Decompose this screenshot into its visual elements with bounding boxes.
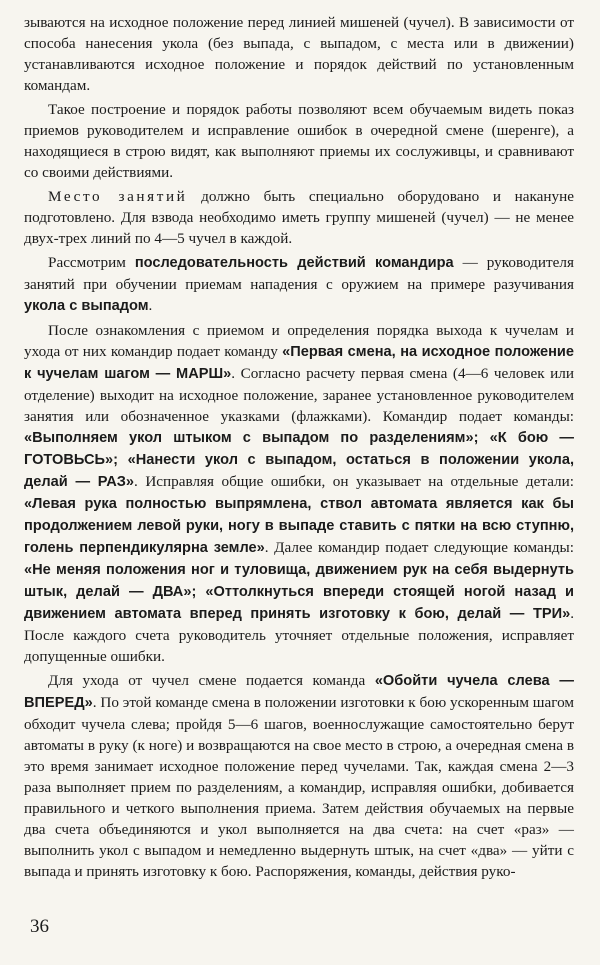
paragraph-5: После ознакомления с приемом и определения порядка выхода к чучелам и ухода от них командир подает команду «Первая смена, на исходное положение к чучелам шагом — МАРШ». Согласно расчету первая смена (4—6 человек или отделение) выходит на исходное положение, заранее установленное руководителем занятия или обозначенное указками (флажками). Командир подает команды: «Выполняем укол штыком с выпадом по разделениям»; «К бою — ГОТОВЬСЬ»; «Нанести укол с выпадом, остаться в положении укола, делай — РАЗ». Исправляя общие ошибки, он указывает на отдельные детали: «Левая рука полностью выпрямлена, ствол автомата является как бы продолжением левой руки, ногу в выпаде ставить с пятки на всю ступню, голень перпендикулярна земле». Далее командир подает следующие команды: «Не меняя положения ног и туловища, движением рук на себя выдернуть штык, делай — ДВА»; «Оттолкнуться впереди стоящей ногой назад и движением автомата вперед принять изготовку к бою, делай — ТРИ». После каждого счета руководитель уточняет отдельные положения, исправляет допущенные ошибки. <box>24 322 574 665</box>
paragraph-4: Рассмотрим последовательность действий командира — руководителя занятий при обучении приемам нападения с оружием на примере разучивания укола с выпадом. <box>24 254 574 314</box>
bold-command: «Выполняем укол штыком с выпадом по разделениям»; «К бою — ГОТОВЬСЬ»; «Нанести укол с выпадом, остаться в положении укола, делай — РАЗ» <box>24 430 574 490</box>
paragraph-3: Место занятий должно быть специально оборудовано и накануне подготовлено. Для взвода необходимо иметь группу мишеней (чучел) — не менее двух-трех линий по 4—5 чучел в каждой. <box>24 188 574 247</box>
bold-command: «Обойти чучела слева — ВПЕРЕД» <box>24 673 575 711</box>
bold-command: «Не меняя положения ног и туловища, движением рук на себя выдернуть штык, делай — ДВА»; «Оттолкнуться впереди стоящей ногой назад и движением автомата вперед принять изготовку к бою, делай — ТРИ» <box>24 562 574 622</box>
bold-command: «Первая смена, на исходное положение к чучелам шагом — МАРШ» <box>24 344 574 382</box>
spaced-term: Место занятий <box>48 188 188 205</box>
body-text <box>24 12 574 882</box>
page-number: 36 <box>30 916 49 937</box>
paragraph-6: Для ухода от чучел смене подается команда «Обойти чучела слева — ВПЕРЕД». По этой команде смена в положении изготовки к бою ускоренным шагом обходит чучела слева; пройдя 5—6 шагов, военнослужащие самостоятельно берут автоматы в руку (к ноге) и возвращаются на свое место в строю, а очередная смена в это время занимает исходное положение перед чучелами. Так, каждая смена 2—3 раза выполняет прием по разделениям, а командир, исправляя ошибки, добивается правильного и четкого выполнения приема. Затем действия обучаемых на первые два счета объединяются и укол выполняется на два счета: на счет «раз» — выполнить укол с выпадом и немедленно выдернуть штык, на счет «два» — уйти с выпада и принять изготовку к бою. Распоряжения, команды, действия руко- <box>24 672 575 880</box>
bold-term: последовательность действий командира <box>134 255 454 271</box>
paragraph-2: Такое построение и порядок работы позволяют всем обучаемым видеть показ приемов руководителем и исправление ошибок в очередной смене (шеренге), а находящиеся в строю видят, как выполняют приемы их сослуживцы, и сравнивают со своими действиями. <box>24 101 574 181</box>
bold-term: укола с выпадом <box>24 298 149 314</box>
bold-command: «Левая рука полностью выпрямлена, ствол автомата является как бы продолжением левой руки, ногу в выпаде ставить с пятки на всю ступню, голень перпендикулярна земле» <box>24 496 574 556</box>
paragraph-1: зываются на исходное положение перед линией мишеней (чучел). В зависимости от способа нанесения укола (без выпада, с выпадом, с места или в движении) устанавливаются исходное положение и порядок действий по установленным командам. <box>24 14 574 94</box>
